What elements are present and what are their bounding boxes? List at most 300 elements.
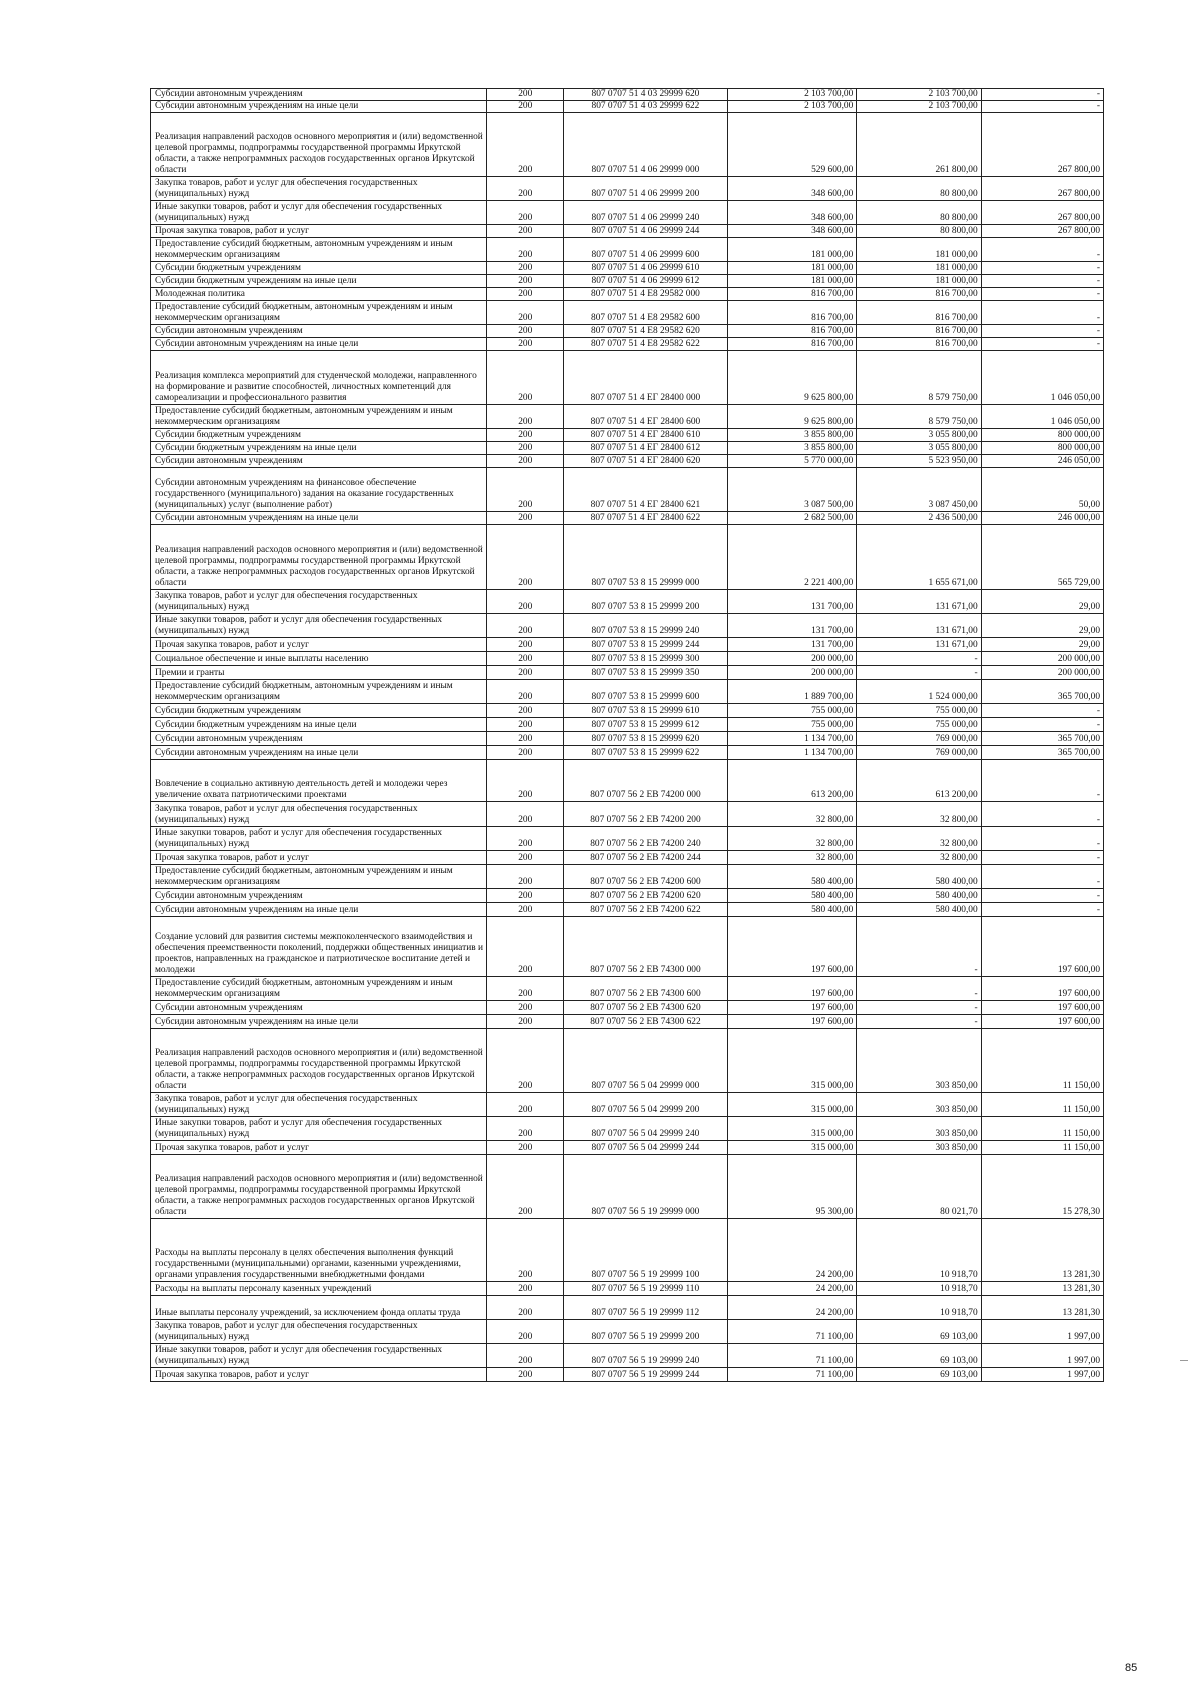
cell-remainder: -: [981, 89, 1103, 101]
cell-csr: 807 0707 56 2 EB 74300 600: [564, 977, 727, 1001]
cell-executed: 816 700,00: [857, 338, 981, 351]
cell-code: 200: [487, 1001, 564, 1015]
cell-name: Субсидии автономным учреждениям на иные цели: [151, 101, 487, 113]
cell-plan: 816 700,00: [727, 288, 857, 301]
cell-csr: 807 0707 53 8 15 29999 300: [564, 652, 727, 666]
cell-plan: 24 200,00: [727, 1296, 857, 1320]
cell-remainder: 800 000,00: [981, 429, 1103, 442]
cell-code: 200: [487, 288, 564, 301]
cell-remainder: 200 000,00: [981, 666, 1103, 680]
table-row: [151, 177, 1104, 201]
cell-remainder: -: [981, 865, 1103, 889]
cell-plan: 816 700,00: [727, 325, 857, 338]
cell-name: Закупка товаров, работ и услуг для обеспечения государственных (муниципальных) нужд: [151, 802, 487, 827]
cell-plan: 131 700,00: [727, 638, 857, 652]
table-row: [151, 89, 1104, 101]
cell-code: 200: [487, 177, 564, 201]
cell-code: 200: [487, 238, 564, 262]
table-row: [151, 238, 1104, 262]
cell-remainder: 11 150,00: [981, 1093, 1103, 1117]
table-row: [151, 468, 1104, 512]
cell-executed: 769 000,00: [857, 746, 981, 760]
cell-name: Субсидии автономным учреждениям на иные цели: [151, 746, 487, 760]
cell-executed: 1 655 671,00: [857, 525, 981, 590]
cell-plan: 755 000,00: [727, 718, 857, 732]
cell-csr: 807 0707 51 4 E8 29582 620: [564, 325, 727, 338]
cell-code: 200: [487, 827, 564, 851]
cell-executed: 580 400,00: [857, 889, 981, 903]
cell-name: Субсидии автономным учреждениям: [151, 1001, 487, 1015]
table-row: [151, 1282, 1104, 1296]
cell-executed: 3 055 800,00: [857, 429, 981, 442]
cell-name: Реализация комплекса мероприятий для студенческой молодежи, направленного на формирование и развитие способностей, личностных компетенций для самореализации и профессионального развития: [151, 351, 487, 405]
cell-code: 200: [487, 1344, 564, 1368]
cell-plan: 529 600,00: [727, 113, 857, 177]
cell-remainder: 267 800,00: [981, 113, 1103, 177]
cell-csr: 807 0707 56 5 04 29999 200: [564, 1093, 727, 1117]
cell-code: 200: [487, 718, 564, 732]
cell-name: Иные закупки товаров, работ и услуг для обеспечения государственных (муниципальных) нужд: [151, 201, 487, 225]
cell-remainder: 1 046 050,00: [981, 351, 1103, 405]
cell-csr: 807 0707 51 4 E8 29582 622: [564, 338, 727, 351]
cell-remainder: 29,00: [981, 590, 1103, 614]
cell-plan: 197 600,00: [727, 1015, 857, 1029]
cell-csr: 807 0707 56 5 04 29999 244: [564, 1141, 727, 1155]
cell-remainder: 267 800,00: [981, 225, 1103, 238]
cell-name: Расходы на выплаты персоналу казенных учреждений: [151, 1282, 487, 1296]
table-row: [151, 301, 1104, 325]
scan-mark: [1180, 1360, 1188, 1361]
cell-code: 200: [487, 113, 564, 177]
cell-executed: 181 000,00: [857, 275, 981, 288]
table-row: [151, 1368, 1104, 1382]
cell-executed: 2 436 500,00: [857, 512, 981, 525]
table-row: [151, 1320, 1104, 1344]
cell-name: Субсидии автономным учреждениям на иные цели: [151, 512, 487, 525]
cell-name: Реализация направлений расходов основного мероприятия и (или) ведомственной целевой программы, подпрограммы государственной программы Иркутской области, а также непрограммных расходов государственных органов Иркутской области: [151, 525, 487, 590]
cell-plan: 816 700,00: [727, 301, 857, 325]
cell-executed: 303 850,00: [857, 1029, 981, 1093]
table-row: [151, 1117, 1104, 1141]
cell-remainder: -: [981, 889, 1103, 903]
cell-name: Закупка товаров, работ и услуг для обеспечения государственных (муниципальных) нужд: [151, 590, 487, 614]
cell-executed: 580 400,00: [857, 865, 981, 889]
cell-plan: 181 000,00: [727, 238, 857, 262]
cell-code: 200: [487, 704, 564, 718]
cell-remainder: 1 997,00: [981, 1344, 1103, 1368]
table-row: [151, 1155, 1104, 1219]
cell-code: 200: [487, 201, 564, 225]
cell-csr: 807 0707 53 8 15 29999 240: [564, 614, 727, 638]
cell-csr: 807 0707 51 4 03 29999 622: [564, 101, 727, 113]
cell-plan: 3 855 800,00: [727, 429, 857, 442]
cell-csr: 807 0707 51 4 06 29999 612: [564, 275, 727, 288]
cell-name: Предоставление субсидий бюджетным, автономным учреждениям и иным некоммерческим организациям: [151, 405, 487, 429]
cell-code: 200: [487, 1282, 564, 1296]
cell-plan: 32 800,00: [727, 827, 857, 851]
cell-name: Предоставление субсидий бюджетным, автономным учреждениям и иным некоммерческим организациям: [151, 977, 487, 1001]
cell-plan: 3 087 500,00: [727, 468, 857, 512]
table-row: [151, 338, 1104, 351]
table-row: [151, 851, 1104, 865]
cell-remainder: -: [981, 827, 1103, 851]
table-row: [151, 865, 1104, 889]
table-row: [151, 638, 1104, 652]
budget-table-body: [151, 89, 1104, 1382]
cell-csr: 807 0707 53 8 15 29999 600: [564, 680, 727, 704]
cell-code: 200: [487, 512, 564, 525]
cell-csr: 807 0707 56 2 EB 74300 000: [564, 917, 727, 977]
cell-plan: 580 400,00: [727, 903, 857, 917]
table-row: [151, 525, 1104, 590]
cell-csr: 807 0707 51 4 ЕГ 28400 620: [564, 455, 727, 468]
table-row: [151, 652, 1104, 666]
cell-executed: 8 579 750,00: [857, 405, 981, 429]
cell-remainder: -: [981, 301, 1103, 325]
cell-csr: 807 0707 56 2 EB 74200 240: [564, 827, 727, 851]
cell-plan: 315 000,00: [727, 1141, 857, 1155]
cell-code: 200: [487, 1141, 564, 1155]
table-row: [151, 201, 1104, 225]
cell-csr: 807 0707 53 8 15 29999 612: [564, 718, 727, 732]
table-row: [151, 429, 1104, 442]
table-row: [151, 1219, 1104, 1282]
cell-name: Прочая закупка товаров, работ и услуг: [151, 1368, 487, 1382]
cell-remainder: 13 281,30: [981, 1296, 1103, 1320]
cell-name: Социальное обеспечение и иные выплаты населению: [151, 652, 487, 666]
cell-plan: 200 000,00: [727, 666, 857, 680]
cell-name: Молодежная политика: [151, 288, 487, 301]
cell-code: 200: [487, 301, 564, 325]
cell-plan: 816 700,00: [727, 338, 857, 351]
cell-executed: 769 000,00: [857, 732, 981, 746]
cell-remainder: 1 997,00: [981, 1320, 1103, 1344]
cell-code: 200: [487, 614, 564, 638]
cell-remainder: -: [981, 288, 1103, 301]
cell-executed: 131 671,00: [857, 614, 981, 638]
cell-name: Субсидии бюджетным учреждениям на иные цели: [151, 442, 487, 455]
cell-plan: 197 600,00: [727, 1001, 857, 1015]
cell-executed: 80 021,70: [857, 1155, 981, 1219]
cell-remainder: 200 000,00: [981, 652, 1103, 666]
cell-csr: 807 0707 53 8 15 29999 610: [564, 704, 727, 718]
cell-remainder: 565 729,00: [981, 525, 1103, 590]
cell-code: 200: [487, 1155, 564, 1219]
cell-name: Субсидии автономным учреждениям на финансовое обеспечение государственного (муниципального) задания на оказание государственных (муниципальных) услуг (выполнение работ): [151, 468, 487, 512]
cell-executed: 261 800,00: [857, 113, 981, 177]
cell-plan: 131 700,00: [727, 614, 857, 638]
cell-plan: 348 600,00: [727, 177, 857, 201]
cell-csr: 807 0707 56 5 19 29999 244: [564, 1368, 727, 1382]
cell-executed: 303 850,00: [857, 1117, 981, 1141]
cell-executed: 69 103,00: [857, 1320, 981, 1344]
cell-executed: 131 671,00: [857, 590, 981, 614]
cell-plan: 1 134 700,00: [727, 732, 857, 746]
cell-remainder: -: [981, 903, 1103, 917]
cell-plan: 131 700,00: [727, 590, 857, 614]
cell-name: Закупка товаров, работ и услуг для обеспечения государственных (муниципальных) нужд: [151, 1093, 487, 1117]
cell-name: Прочая закупка товаров, работ и услуг: [151, 225, 487, 238]
cell-code: 200: [487, 101, 564, 113]
cell-plan: 755 000,00: [727, 704, 857, 718]
cell-code: 200: [487, 225, 564, 238]
cell-name: Иные закупки товаров, работ и услуг для обеспечения государственных (муниципальных) нужд: [151, 1344, 487, 1368]
table-row: [151, 760, 1104, 802]
cell-plan: 580 400,00: [727, 889, 857, 903]
cell-csr: 807 0707 51 4 ЕГ 28400 600: [564, 405, 727, 429]
cell-remainder: 365 700,00: [981, 746, 1103, 760]
cell-executed: 80 800,00: [857, 225, 981, 238]
cell-code: 200: [487, 977, 564, 1001]
cell-code: 200: [487, 638, 564, 652]
cell-code: 200: [487, 652, 564, 666]
cell-name: Реализация направлений расходов основного мероприятия и (или) ведомственной целевой программы, подпрограммы государственной программы Иркутской области, а также непрограммных расходов государственных органов Иркутской области: [151, 1155, 487, 1219]
table-row: [151, 1015, 1104, 1029]
cell-name: Субсидии автономным учреждениям: [151, 89, 487, 101]
cell-plan: 200 000,00: [727, 652, 857, 666]
cell-executed: 181 000,00: [857, 262, 981, 275]
cell-executed: -: [857, 977, 981, 1001]
cell-csr: 807 0707 51 4 06 29999 000: [564, 113, 727, 177]
cell-remainder: 365 700,00: [981, 732, 1103, 746]
cell-name: Субсидии автономным учреждениям: [151, 732, 487, 746]
cell-name: Предоставление субсидий бюджетным, автономным учреждениям и иным некоммерческим организациям: [151, 301, 487, 325]
cell-code: 200: [487, 275, 564, 288]
cell-code: 200: [487, 89, 564, 101]
cell-executed: 613 200,00: [857, 760, 981, 802]
cell-name: Предоставление субсидий бюджетным, автономным учреждениям и иным некоммерческим организациям: [151, 238, 487, 262]
cell-name: Закупка товаров, работ и услуг для обеспечения государственных (муниципальных) нужд: [151, 1320, 487, 1344]
cell-csr: 807 0707 51 4 06 29999 610: [564, 262, 727, 275]
cell-executed: 32 800,00: [857, 827, 981, 851]
cell-remainder: -: [981, 325, 1103, 338]
cell-remainder: 50,00: [981, 468, 1103, 512]
cell-name: Прочая закупка товаров, работ и услуг: [151, 638, 487, 652]
cell-code: 200: [487, 590, 564, 614]
cell-code: 200: [487, 760, 564, 802]
cell-name: Иные закупки товаров, работ и услуг для обеспечения государственных (муниципальных) нужд: [151, 1117, 487, 1141]
table-row: [151, 225, 1104, 238]
cell-plan: 5 770 000,00: [727, 455, 857, 468]
cell-csr: 807 0707 53 8 15 29999 620: [564, 732, 727, 746]
cell-executed: 10 918,70: [857, 1219, 981, 1282]
cell-code: 200: [487, 1368, 564, 1382]
cell-remainder: 15 278,30: [981, 1155, 1103, 1219]
cell-plan: 197 600,00: [727, 977, 857, 1001]
cell-name: Предоставление субсидий бюджетным, автономным учреждениям и иным некоммерческим организациям: [151, 680, 487, 704]
cell-remainder: 1 997,00: [981, 1368, 1103, 1382]
cell-plan: 9 625 800,00: [727, 351, 857, 405]
table-row: [151, 802, 1104, 827]
cell-csr: 807 0707 56 2 EB 74200 000: [564, 760, 727, 802]
cell-plan: 315 000,00: [727, 1029, 857, 1093]
cell-name: Реализация направлений расходов основного мероприятия и (или) ведомственной целевой программы, подпрограммы государственной программы Иркутской области, а также непрограммных расходов государственных органов Иркутской области: [151, 1029, 487, 1093]
cell-code: 200: [487, 351, 564, 405]
cell-name: Субсидии автономным учреждениям на иные цели: [151, 338, 487, 351]
cell-name: Прочая закупка товаров, работ и услуг: [151, 1141, 487, 1155]
cell-plan: 2 221 400,00: [727, 525, 857, 590]
cell-name: Иные закупки товаров, работ и услуг для обеспечения государственных (муниципальных) нужд: [151, 827, 487, 851]
cell-name: Субсидии бюджетным учреждениям: [151, 262, 487, 275]
cell-code: 200: [487, 429, 564, 442]
cell-plan: 1 889 700,00: [727, 680, 857, 704]
cell-executed: 755 000,00: [857, 704, 981, 718]
cell-csr: 807 0707 51 4 06 29999 240: [564, 201, 727, 225]
cell-executed: 303 850,00: [857, 1093, 981, 1117]
cell-plan: 32 800,00: [727, 802, 857, 827]
cell-remainder: 267 800,00: [981, 177, 1103, 201]
cell-code: 200: [487, 1093, 564, 1117]
table-row: [151, 903, 1104, 917]
table-row: [151, 666, 1104, 680]
cell-remainder: 197 600,00: [981, 977, 1103, 1001]
cell-csr: 807 0707 53 8 15 29999 200: [564, 590, 727, 614]
cell-csr: 807 0707 56 5 19 29999 100: [564, 1219, 727, 1282]
cell-csr: 807 0707 51 4 ЕГ 28400 610: [564, 429, 727, 442]
cell-csr: 807 0707 51 4 ЕГ 28400 000: [564, 351, 727, 405]
table-row: [151, 288, 1104, 301]
table-row: [151, 746, 1104, 760]
table-row: [151, 455, 1104, 468]
cell-name: Субсидии бюджетным учреждениям: [151, 429, 487, 442]
cell-executed: 816 700,00: [857, 325, 981, 338]
cell-csr: 807 0707 51 4 06 29999 200: [564, 177, 727, 201]
cell-code: 200: [487, 1320, 564, 1344]
cell-code: 200: [487, 1029, 564, 1093]
cell-code: 200: [487, 338, 564, 351]
cell-executed: 303 850,00: [857, 1141, 981, 1155]
cell-csr: 807 0707 51 4 ЕГ 28400 622: [564, 512, 727, 525]
cell-csr: 807 0707 56 5 19 29999 110: [564, 1282, 727, 1296]
cell-executed: 181 000,00: [857, 238, 981, 262]
cell-plan: 71 100,00: [727, 1320, 857, 1344]
cell-name: Вовлечение в социально активную деятельность детей и молодежи через увеличение охвата патриотическими проектами: [151, 760, 487, 802]
cell-csr: 807 0707 51 4 ЕГ 28400 612: [564, 442, 727, 455]
cell-csr: 807 0707 51 4 ЕГ 28400 621: [564, 468, 727, 512]
cell-remainder: 1 046 050,00: [981, 405, 1103, 429]
cell-name: Расходы на выплаты персоналу в целях обеспечения выполнения функций государственными (муниципальными) органами, казенными учреждениями, органами управления государственными внебюджетными фондами: [151, 1219, 487, 1282]
cell-executed: 69 103,00: [857, 1344, 981, 1368]
cell-csr: 807 0707 56 5 04 29999 240: [564, 1117, 727, 1141]
table-row: [151, 1344, 1104, 1368]
cell-remainder: -: [981, 718, 1103, 732]
cell-csr: 807 0707 51 4 06 29999 600: [564, 238, 727, 262]
table-row: [151, 262, 1104, 275]
cell-executed: 3 055 800,00: [857, 442, 981, 455]
cell-remainder: 800 000,00: [981, 442, 1103, 455]
cell-executed: 10 918,70: [857, 1296, 981, 1320]
cell-plan: 95 300,00: [727, 1155, 857, 1219]
cell-name: Реализация направлений расходов основного мероприятия и (или) ведомственной целевой программы, подпрограммы государственной программы Иркутской области, а также непрограммных расходов государственных органов Иркутской области: [151, 113, 487, 177]
cell-executed: 131 671,00: [857, 638, 981, 652]
cell-csr: 807 0707 56 5 19 29999 240: [564, 1344, 727, 1368]
cell-remainder: 13 281,30: [981, 1282, 1103, 1296]
cell-csr: 807 0707 51 4 03 29999 620: [564, 89, 727, 101]
cell-code: 200: [487, 1117, 564, 1141]
cell-remainder: -: [981, 262, 1103, 275]
cell-executed: -: [857, 1015, 981, 1029]
cell-executed: 80 800,00: [857, 177, 981, 201]
cell-plan: 9 625 800,00: [727, 405, 857, 429]
cell-executed: -: [857, 666, 981, 680]
cell-executed: 3 087 450,00: [857, 468, 981, 512]
cell-name: Закупка товаров, работ и услуг для обеспечения государственных (муниципальных) нужд: [151, 177, 487, 201]
cell-name: Премии и гранты: [151, 666, 487, 680]
cell-remainder: 11 150,00: [981, 1029, 1103, 1093]
cell-plan: 181 000,00: [727, 262, 857, 275]
cell-code: 200: [487, 1015, 564, 1029]
cell-code: 200: [487, 525, 564, 590]
cell-remainder: 29,00: [981, 638, 1103, 652]
cell-code: 200: [487, 802, 564, 827]
cell-remainder: -: [981, 275, 1103, 288]
table-row: [151, 1029, 1104, 1093]
cell-name: Иные выплаты персоналу учреждений, за исключением фонда оплаты труда: [151, 1296, 487, 1320]
cell-remainder: 197 600,00: [981, 917, 1103, 977]
cell-remainder: -: [981, 760, 1103, 802]
cell-code: 200: [487, 889, 564, 903]
cell-executed: 32 800,00: [857, 802, 981, 827]
table-row: [151, 113, 1104, 177]
cell-plan: 1 134 700,00: [727, 746, 857, 760]
cell-remainder: -: [981, 338, 1103, 351]
table-row: [151, 512, 1104, 525]
cell-name: Субсидии автономным учреждениям: [151, 325, 487, 338]
table-row: [151, 977, 1104, 1001]
cell-plan: 315 000,00: [727, 1093, 857, 1117]
cell-plan: 2 103 700,00: [727, 89, 857, 101]
cell-csr: 807 0707 53 8 15 29999 244: [564, 638, 727, 652]
cell-name: Субсидии бюджетным учреждениям: [151, 704, 487, 718]
budget-table: [150, 88, 1104, 1382]
cell-executed: 69 103,00: [857, 1368, 981, 1382]
cell-code: 200: [487, 468, 564, 512]
cell-executed: 8 579 750,00: [857, 351, 981, 405]
cell-remainder: -: [981, 238, 1103, 262]
cell-csr: 807 0707 53 8 15 29999 000: [564, 525, 727, 590]
cell-csr: 807 0707 56 2 EB 74300 622: [564, 1015, 727, 1029]
cell-remainder: -: [981, 851, 1103, 865]
cell-remainder: 13 281,30: [981, 1219, 1103, 1282]
cell-name: Субсидии автономным учреждениям: [151, 889, 487, 903]
table-row: [151, 614, 1104, 638]
cell-code: 200: [487, 666, 564, 680]
cell-code: 200: [487, 262, 564, 275]
cell-name: Создание условий для развития системы межпоколенческого взаимодействия и обеспечения преемственности поколений, поддержки общественных инициатив и проектов, направленных на гражданское и патриотическое воспитание детей и молодежи: [151, 917, 487, 977]
cell-remainder: -: [981, 802, 1103, 827]
cell-plan: 315 000,00: [727, 1117, 857, 1141]
table-row: [151, 1296, 1104, 1320]
table-row: [151, 590, 1104, 614]
table-row: [151, 889, 1104, 903]
table-row: [151, 718, 1104, 732]
cell-executed: 580 400,00: [857, 903, 981, 917]
table-row: [151, 732, 1104, 746]
page-number: 85: [1125, 1662, 1138, 1674]
cell-name: Субсидии автономным учреждениям на иные цели: [151, 1015, 487, 1029]
cell-code: 200: [487, 732, 564, 746]
cell-plan: 197 600,00: [727, 917, 857, 977]
cell-csr: 807 0707 56 2 EB 74200 622: [564, 903, 727, 917]
cell-name: Субсидии бюджетным учреждениям на иные цели: [151, 275, 487, 288]
cell-executed: 32 800,00: [857, 851, 981, 865]
table-row: [151, 680, 1104, 704]
cell-plan: 3 855 800,00: [727, 442, 857, 455]
cell-csr: 807 0707 56 5 19 29999 000: [564, 1155, 727, 1219]
cell-remainder: 246 000,00: [981, 512, 1103, 525]
cell-name: Прочая закупка товаров, работ и услуг: [151, 851, 487, 865]
cell-plan: 181 000,00: [727, 275, 857, 288]
